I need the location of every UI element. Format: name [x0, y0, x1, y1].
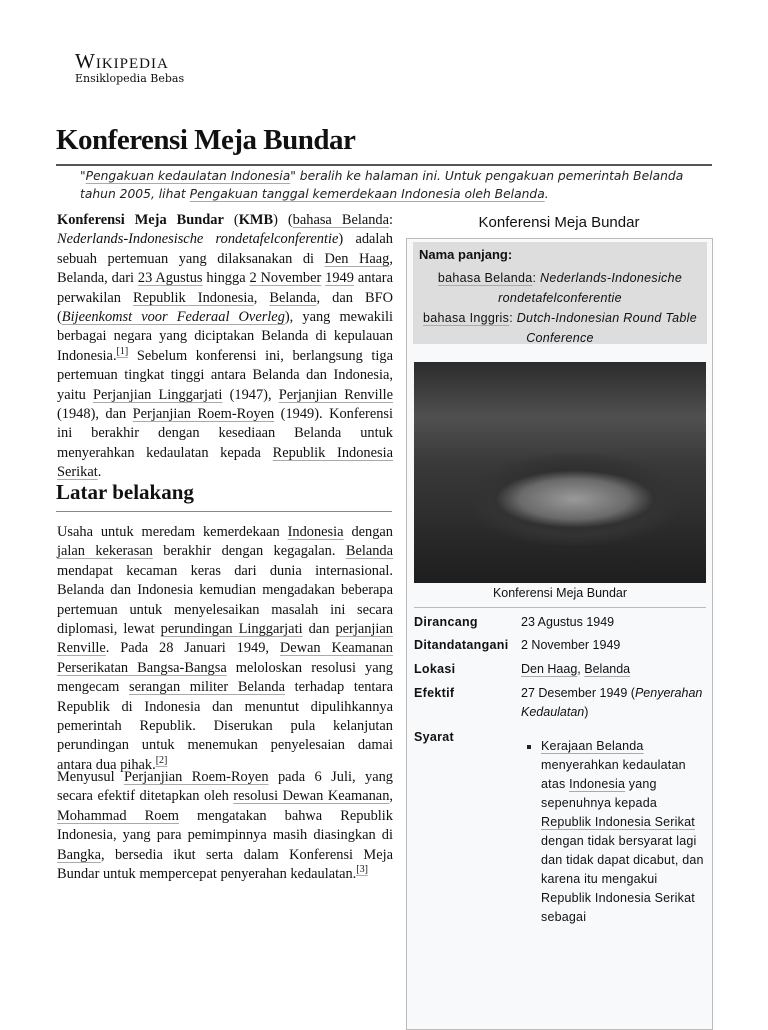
- text-run: :: [532, 271, 540, 285]
- text-run: hingga: [202, 270, 250, 287]
- text-run: menyerahkan kedaulatan atas: [541, 758, 686, 791]
- section-paragraph-1: [57, 523, 393, 775]
- text-run: pada 6 Juli, yang secara efektif ditetapkan oleh: [57, 769, 393, 805]
- text-run: Penyerahan Kedaulatan: [521, 686, 703, 719]
- name-english: [419, 308, 701, 348]
- text-run: 23 Agustus 1949: [521, 615, 615, 629]
- inline-link[interactable]: bahasa Belanda: [292, 212, 389, 228]
- inline-link[interactable]: bahasa Belanda: [437, 271, 533, 285]
- inline-link[interactable]: 1949: [325, 270, 354, 287]
- text-run: (1949). Konferensi ini berakhir dengan kesediaan Belanda untuk menyerahkan kedaulatan kepada: [57, 406, 394, 461]
- inline-link[interactable]: Den Haag: [324, 250, 390, 267]
- text-run: mendapat kecaman keras dari dunia internasional. Belanda dan Indonesia kemudian mengadakan beberapa pertemuan untuk menyelesaikan masalah ini secara diplomasi, lewat: [57, 562, 393, 638]
- inline-link[interactable]: Dewan Keamanan Perserikatan Bangsa-Bangsa: [57, 640, 393, 676]
- text-run: yang sepenuhnya kepada: [541, 777, 657, 810]
- text-run: ,: [577, 662, 585, 676]
- text-run: ): [584, 705, 589, 719]
- inline-link[interactable]: Belanda: [269, 289, 317, 306]
- text-run: dan: [302, 621, 336, 638]
- text-run: KMB: [238, 212, 274, 228]
- intro-paragraph: [57, 211, 393, 483]
- title-divider: [56, 164, 712, 166]
- inline-link[interactable]: perundingan Linggarjati: [160, 621, 303, 638]
- text-run: ,: [389, 788, 393, 805]
- text-run: ) (: [273, 212, 293, 228]
- bullet-icon: [527, 745, 531, 749]
- inline-link[interactable]: 23 Agustus: [137, 270, 203, 287]
- inline-link[interactable]: Indonesia: [287, 524, 344, 540]
- row-ditandatangani: [414, 636, 706, 655]
- logo-wordmark: Wikipedia: [75, 49, 169, 73]
- row-dirancang: [414, 613, 706, 632]
- hatnote: [80, 167, 710, 203]
- row-value: [521, 660, 706, 679]
- section-heading: Latar belakang: [56, 480, 194, 504]
- text-run: meloloskan resolusi yang mengecam: [57, 659, 393, 696]
- page-title: Konferensi Meja Bundar: [56, 124, 356, 156]
- text-run: ": [80, 169, 86, 183]
- text-run: Nederlands-Indonesische rondetafelconferentie: [57, 231, 339, 248]
- text-run: ,: [253, 289, 270, 306]
- text-run: . Pada 28 Januari 1949,: [105, 640, 280, 657]
- row-label: Lokasi: [414, 662, 456, 676]
- text-run: 2 November 1949: [521, 638, 621, 652]
- text-run: ), yang mewakili berbagai negara yang diciptakan Belanda di kepulauan Indonesia.: [57, 309, 393, 364]
- text-run: dengan tidak bersyarat lagi dan tidak dapat dicabut, dan karena itu mengakui Republik Indonesia Serikat sebagai: [541, 834, 704, 924]
- image-caption: Konferensi Meja Bundar: [492, 586, 628, 600]
- inline-link[interactable]: Republik Indonesia Serikat: [57, 444, 393, 481]
- inline-link[interactable]: serangan militer Belanda: [129, 679, 285, 696]
- inline-link[interactable]: Bangka: [57, 846, 101, 863]
- text-run: , bersedia ikut serta dalam Konferensi Meja Bundar untuk mempercepat penyerahan kedaulatan.: [57, 846, 393, 883]
- text-run: , dan BFO (: [57, 289, 393, 326]
- text-run: berakhir dengan kegagalan.: [152, 543, 346, 560]
- text-run: mengatakan bahwa Republik Indonesia, yang para pemimpinnya masih diasingkan di: [57, 807, 394, 844]
- text-run: terhadap tentara Republik di Indonesia dan menuntut dipulihkannya pemerintah Republik. Diserukan pula kelanjutan perundingan untuk menemukan penyelesaian damai antara dua pihak.: [57, 679, 393, 773]
- inline-link[interactable]: Perjanjian Renville: [278, 386, 393, 403]
- inline-link[interactable]: Perjanjian Linggarjati: [92, 386, 223, 403]
- row-label: Syarat: [414, 730, 455, 744]
- inline-link[interactable]: jalan kekerasan: [57, 543, 153, 560]
- text-run: (: [223, 212, 239, 228]
- inline-link[interactable]: Belanda: [584, 662, 631, 676]
- inline-link[interactable]: Kerajaan Belanda: [541, 739, 644, 753]
- row-efektif: [414, 684, 706, 722]
- row-label: Dirancang: [414, 615, 478, 629]
- inline-link[interactable]: Perjanjian Roem-Royen: [132, 406, 275, 423]
- citation-link[interactable]: [2]: [155, 755, 168, 767]
- inline-link[interactable]: resolusi Dewan Keamanan: [233, 788, 390, 805]
- text-run: ) adalah sebuah pertemuan yang dilaksanakan di: [57, 231, 393, 267]
- infobox-names: [413, 242, 707, 344]
- inline-link[interactable]: Republik Indonesia Serikat: [541, 815, 695, 829]
- syarat-list: [541, 737, 707, 927]
- text-run: .: [97, 464, 102, 481]
- citation-link[interactable]: [1]: [116, 346, 129, 358]
- row-label: Ditandatangani: [414, 638, 509, 652]
- section-divider: [56, 511, 392, 512]
- row-value: [521, 613, 706, 632]
- inline-link[interactable]: Indonesia: [569, 777, 626, 791]
- inline-link[interactable]: bahasa Inggris: [422, 311, 510, 325]
- text-run: 27 Desember 1949 (: [521, 686, 635, 700]
- row-label: Efektif: [414, 686, 455, 700]
- inline-link[interactable]: Pengakuan kedaulatan Indonesia: [85, 169, 291, 183]
- infobox-title: Konferensi Meja Bundar: [478, 214, 640, 231]
- text-run: antara perwakilan: [57, 270, 393, 306]
- logo-tagline: Ensiklopedia Bebas: [75, 72, 185, 85]
- conference-photo[interactable]: [414, 362, 706, 583]
- names-label: Nama panjang:: [419, 247, 513, 262]
- caption-divider: [414, 607, 706, 608]
- text-run: :: [509, 311, 517, 325]
- text-run: dengan: [343, 524, 394, 540]
- inline-link[interactable]: Bijeenkomst voor Federaal Overleg: [61, 309, 285, 326]
- text-run: Nederlands-Indonesiche rondetafelconferentie: [498, 271, 683, 305]
- inline-link[interactable]: Den Haag: [521, 662, 578, 676]
- text-run: Konferensi Meja Bundar: [57, 212, 224, 228]
- text-run: .: [544, 187, 549, 201]
- row-value: [521, 684, 706, 722]
- text-run: (1947),: [222, 386, 279, 403]
- text-run: " beralih ke halaman ini. Untuk pengakuan pemerintah Belanda tahun 2005, lihat: [80, 169, 684, 201]
- text-run: :: [389, 212, 393, 228]
- row-lokasi: [414, 660, 706, 679]
- section-paragraph-2: [57, 768, 393, 884]
- text-run: Menyusul: [57, 769, 124, 785]
- wikipedia-logo[interactable]: [75, 50, 184, 86]
- syarat-item: [541, 737, 707, 927]
- infobox: [406, 238, 713, 1030]
- inline-link[interactable]: 2 November: [249, 270, 322, 287]
- inline-link[interactable]: Republik Indonesia: [132, 289, 254, 306]
- inline-link[interactable]: perjanjian Renville: [57, 621, 393, 657]
- text-run: Usaha untuk meredam kemerdekaan: [57, 524, 288, 540]
- text-run: , Belanda, dari: [57, 250, 393, 287]
- row-value: [521, 636, 706, 655]
- inline-link[interactable]: Belanda: [345, 543, 393, 560]
- inline-link[interactable]: Perjanjian Roem-Royen: [124, 769, 269, 785]
- text-run: Dutch-Indonesian Round Table Conference: [516, 311, 698, 345]
- text-run: (1948), dan: [57, 406, 133, 423]
- inline-link[interactable]: Mohammad Roem: [57, 807, 179, 824]
- name-dutch: [419, 268, 701, 308]
- text-run: Sebelum konferensi ini, berlangsung tiga pertemuan tingkat tinggi antara Belanda dan Indonesia, yaitu: [57, 347, 393, 403]
- inline-link[interactable]: Pengakuan tanggal kemerdekaan Indonesia oleh Belanda: [189, 187, 545, 201]
- citation-link[interactable]: [3]: [356, 864, 368, 876]
